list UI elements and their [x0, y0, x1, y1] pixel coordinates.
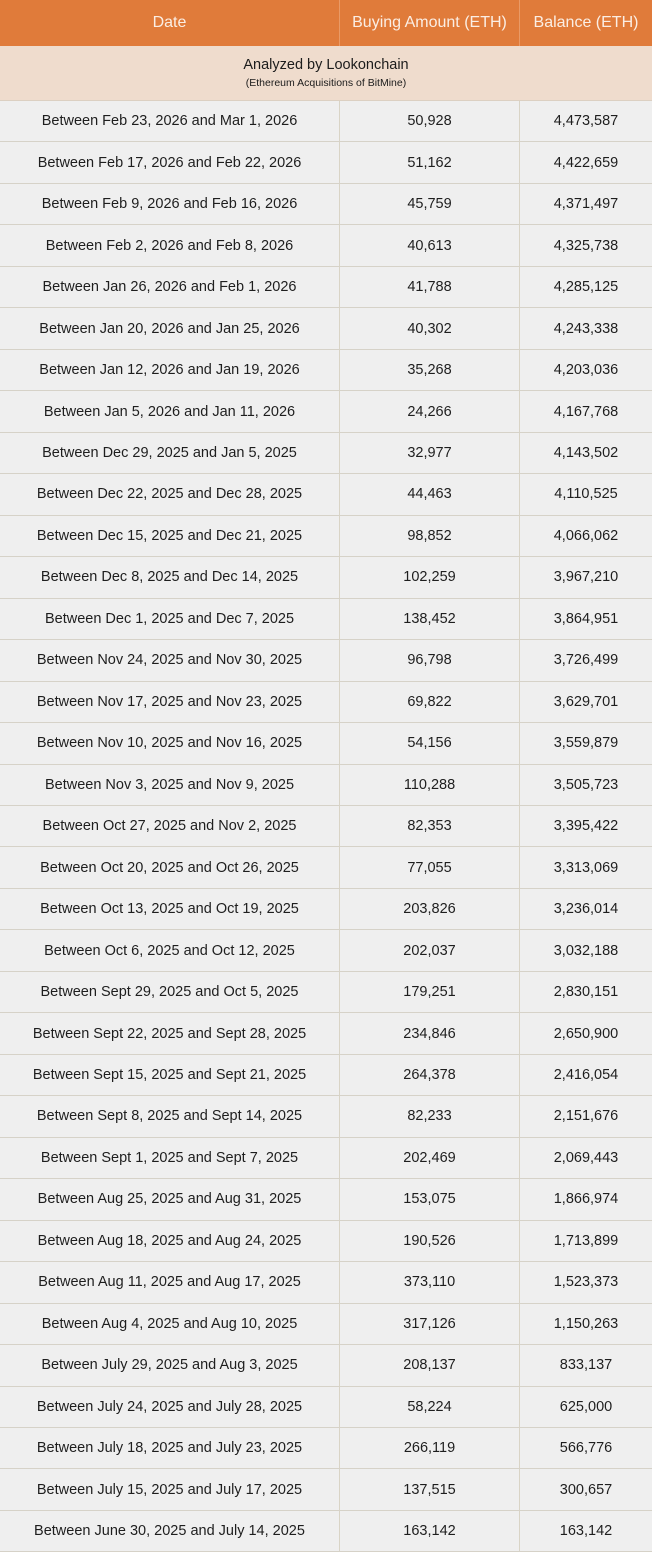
cell-balance: 833,137: [559, 1357, 613, 1374]
cell-buying-amount: 202,037: [340, 930, 520, 970]
table-row: [0, 516, 652, 557]
cell-buying-amount: 234,846: [340, 1013, 520, 1053]
cell-buying-amount: 137,515: [340, 1469, 520, 1509]
table-row: [0, 682, 652, 723]
column-header-date: Date: [0, 0, 340, 46]
cell-buying-amount: 51,162: [340, 142, 520, 182]
cell-buying-amount: 50,928: [340, 101, 520, 141]
cell-date: Between July 18, 2025 and July 23, 2025: [0, 1428, 340, 1468]
column-header-balance: Balance (ETH): [533, 14, 639, 31]
table-row: [0, 1511, 652, 1552]
cell-buying-amount: 163,142: [340, 1511, 520, 1551]
table-row: [0, 433, 652, 474]
table-row: [0, 101, 652, 142]
cell-date: Between Jan 26, 2026 and Feb 1, 2026: [0, 267, 340, 307]
cell-date: Between Aug 11, 2025 and Aug 17, 2025: [0, 1262, 340, 1302]
cell-date: Between Oct 13, 2025 and Oct 19, 2025: [0, 889, 340, 929]
cell-buying-amount: 35,268: [340, 350, 520, 390]
cell-buying-amount: 82,233: [340, 1096, 520, 1136]
cell-date: Between Nov 10, 2025 and Nov 16, 2025: [0, 723, 340, 763]
cell-balance: 2,416,054: [553, 1067, 619, 1084]
cell-buying-amount: 82,353: [340, 806, 520, 846]
cell-balance: 566,776: [559, 1440, 613, 1457]
cell-balance: 3,395,422: [553, 818, 619, 835]
cell-balance: 3,236,014: [553, 901, 619, 918]
cell-balance: 4,167,768: [553, 403, 619, 420]
cell-buying-amount: 264,378: [340, 1055, 520, 1095]
cell-balance: 3,505,723: [553, 776, 619, 793]
table-row: [0, 1096, 652, 1137]
cell-balance: 4,285,125: [553, 279, 619, 296]
cell-buying-amount: 179,251: [340, 972, 520, 1012]
table-row: [0, 557, 652, 598]
cell-date: Between June 30, 2025 and July 14, 2025: [0, 1511, 340, 1551]
cell-date: Between Oct 27, 2025 and Nov 2, 2025: [0, 806, 340, 846]
cell-balance: 625,000: [559, 1398, 613, 1415]
table-row: [0, 889, 652, 930]
cell-balance: 3,967,210: [553, 569, 619, 586]
cell-buying-amount: 58,224: [340, 1387, 520, 1427]
cell-balance: 4,473,587: [553, 113, 619, 130]
cell-balance: 163,142: [559, 1523, 613, 1540]
cell-date: Between Oct 20, 2025 and Oct 26, 2025: [0, 847, 340, 887]
subheader-title: Analyzed by Lookonchain: [243, 57, 409, 73]
cell-buying-amount: 96,798: [340, 640, 520, 680]
cell-date: Between Sept 15, 2025 and Sept 21, 2025: [0, 1055, 340, 1095]
table-row: [0, 1345, 652, 1386]
table-row: [0, 1138, 652, 1179]
cell-balance: 3,864,951: [553, 610, 619, 627]
cell-buying-amount: 69,822: [340, 682, 520, 722]
table-header: [0, 0, 652, 46]
cell-date: Between Sept 8, 2025 and Sept 14, 2025: [0, 1096, 340, 1136]
cell-balance: 4,110,525: [554, 486, 618, 503]
cell-balance: 4,371,497: [553, 196, 619, 213]
table-row: [0, 308, 652, 349]
subheader-subtitle: (Ethereum Acquisitions of BitMine): [245, 77, 407, 89]
cell-buying-amount: 138,452: [340, 599, 520, 639]
cell-balance: 4,203,036: [553, 362, 619, 379]
table-row: [0, 474, 652, 515]
table-row: [0, 972, 652, 1013]
cell-buying-amount: 24,266: [340, 391, 520, 431]
cell-date: Between July 24, 2025 and July 28, 2025: [0, 1387, 340, 1427]
table-row: [0, 184, 652, 225]
cell-balance: 3,032,188: [553, 942, 619, 959]
table-row: [0, 1428, 652, 1469]
cell-buying-amount: 373,110: [340, 1262, 520, 1302]
cell-date: Between Oct 6, 2025 and Oct 12, 2025: [0, 930, 340, 970]
cell-date: Between Jan 20, 2026 and Jan 25, 2026: [0, 308, 340, 348]
cell-date: Between Dec 15, 2025 and Dec 21, 2025: [0, 516, 340, 556]
table-row: [0, 723, 652, 764]
cell-date: Between July 15, 2025 and July 17, 2025: [0, 1469, 340, 1509]
cell-balance: 4,243,338: [553, 320, 619, 337]
cell-date: Between Feb 17, 2026 and Feb 22, 2026: [0, 142, 340, 182]
table-row: [0, 765, 652, 806]
cell-date: Between Jan 5, 2026 and Jan 11, 2026: [0, 391, 340, 431]
cell-date: Between Dec 8, 2025 and Dec 14, 2025: [0, 557, 340, 597]
table-subheader: [0, 46, 652, 101]
table-row: [0, 1304, 652, 1345]
cell-buying-amount: 32,977: [340, 433, 520, 473]
cell-balance: 1,866,974: [553, 1191, 619, 1208]
cell-date: Between July 29, 2025 and Aug 3, 2025: [0, 1345, 340, 1385]
cell-balance: 2,830,151: [553, 984, 619, 1001]
cell-buying-amount: 208,137: [340, 1345, 520, 1385]
cell-date: Between Nov 24, 2025 and Nov 30, 2025: [0, 640, 340, 680]
cell-date: Between Sept 29, 2025 and Oct 5, 2025: [0, 972, 340, 1012]
cell-balance: 4,422,659: [553, 154, 619, 171]
table-row: [0, 1179, 652, 1220]
cell-date: Between Aug 18, 2025 and Aug 24, 2025: [0, 1221, 340, 1261]
cell-balance: 4,066,062: [553, 527, 619, 544]
cell-balance: 1,523,373: [553, 1274, 619, 1291]
cell-date: Between Aug 25, 2025 and Aug 31, 2025: [0, 1179, 340, 1219]
cell-balance: 3,629,701: [553, 693, 619, 710]
table-row: [0, 350, 652, 391]
cell-balance: 1,150,263: [553, 1315, 619, 1332]
table-row: [0, 267, 652, 308]
cell-date: Between Sept 1, 2025 and Sept 7, 2025: [0, 1138, 340, 1178]
cell-buying-amount: 102,259: [340, 557, 520, 597]
cell-balance: 2,069,443: [553, 1149, 619, 1166]
cell-date: Between Dec 22, 2025 and Dec 28, 2025: [0, 474, 340, 514]
cell-buying-amount: 317,126: [340, 1304, 520, 1344]
cell-buying-amount: 153,075: [340, 1179, 520, 1219]
table-row: [0, 225, 652, 266]
cell-buying-amount: 44,463: [340, 474, 520, 514]
table-row: [0, 1262, 652, 1303]
cell-date: Between Feb 2, 2026 and Feb 8, 2026: [0, 225, 340, 265]
cell-date: Between Feb 23, 2026 and Mar 1, 2026: [0, 101, 340, 141]
cell-balance: 4,325,738: [553, 237, 619, 254]
table-row: [0, 1387, 652, 1428]
cell-date: Between Sept 22, 2025 and Sept 28, 2025: [0, 1013, 340, 1053]
table-row: [0, 1221, 652, 1262]
cell-balance: 3,313,069: [553, 859, 619, 876]
cell-balance: 4,143,502: [553, 444, 619, 461]
table-row: [0, 391, 652, 432]
cell-balance: 1,713,899: [553, 1232, 619, 1249]
cell-date: Between Nov 17, 2025 and Nov 23, 2025: [0, 682, 340, 722]
table-row: [0, 142, 652, 183]
cell-date: Between Feb 9, 2026 and Feb 16, 2026: [0, 184, 340, 224]
cell-buying-amount: 54,156: [340, 723, 520, 763]
cell-balance: 3,559,879: [553, 735, 619, 752]
column-header-buying-amount: Buying Amount (ETH): [340, 0, 520, 46]
cell-buying-amount: 41,788: [340, 267, 520, 307]
table-row: [0, 847, 652, 888]
cell-buying-amount: 202,469: [340, 1138, 520, 1178]
cell-date: Between Dec 1, 2025 and Dec 7, 2025: [0, 599, 340, 639]
cell-date: Between Nov 3, 2025 and Nov 9, 2025: [0, 765, 340, 805]
cell-date: Between Aug 4, 2025 and Aug 10, 2025: [0, 1304, 340, 1344]
cell-buying-amount: 190,526: [340, 1221, 520, 1261]
cell-buying-amount: 40,613: [340, 225, 520, 265]
cell-balance: 3,726,499: [553, 652, 619, 669]
cell-date: Between Dec 29, 2025 and Jan 5, 2025: [0, 433, 340, 473]
table-row: [0, 1013, 652, 1054]
table-row: [0, 1469, 652, 1510]
cell-balance: 300,657: [559, 1481, 613, 1498]
cell-buying-amount: 40,302: [340, 308, 520, 348]
table-row: [0, 930, 652, 971]
cell-buying-amount: 266,119: [340, 1428, 520, 1468]
table-body: [0, 101, 652, 1552]
table-row: [0, 806, 652, 847]
cell-date: Between Jan 12, 2026 and Jan 19, 2026: [0, 350, 340, 390]
cell-buying-amount: 45,759: [340, 184, 520, 224]
table-row: [0, 1055, 652, 1096]
cell-balance: 2,650,900: [553, 1025, 619, 1042]
cell-buying-amount: 110,288: [340, 765, 520, 805]
cell-buying-amount: 203,826: [340, 889, 520, 929]
table-row: [0, 640, 652, 681]
table-row: [0, 599, 652, 640]
cell-balance: 2,151,676: [553, 1108, 619, 1125]
cell-buying-amount: 98,852: [340, 516, 520, 556]
cell-buying-amount: 77,055: [340, 847, 520, 887]
